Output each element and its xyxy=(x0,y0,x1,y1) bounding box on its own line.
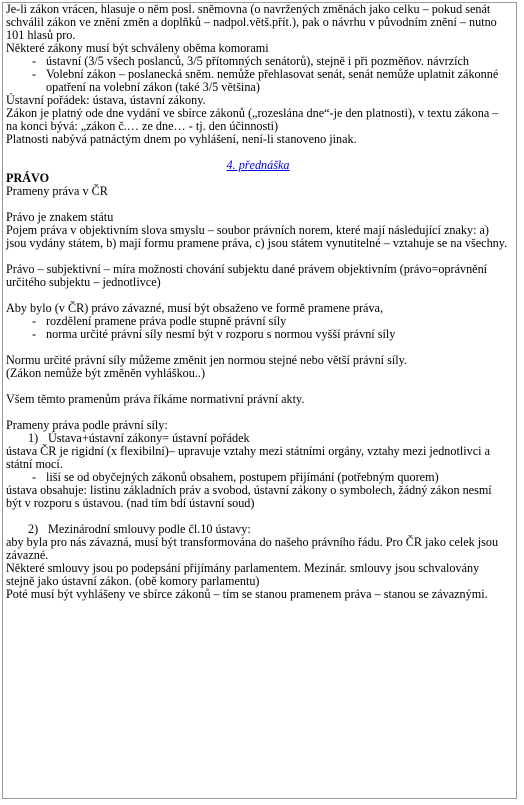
dash-item: - ústavní (3/5 všech poslanců, 3/5 přítomných senátorů), stejně i při pozměňov. návrzích xyxy=(6,55,510,68)
paragraph: ústava obsahuje: listinu základních práv a svobod, ústavní zákony o symbolech, žádný zákon nesmí být v rozporu s ústavou. (nad tím bdí ústavní soud) xyxy=(6,483,492,510)
paragraph: Platnosti nabývá patnáctým dnem po vyhlášení, není-li stanoveno jinak. xyxy=(6,132,357,146)
paragraph: Ústavní pořádek: ústava, ústavní zákony. xyxy=(6,93,206,107)
numbered-item xyxy=(6,523,510,536)
item-number: 1) xyxy=(28,431,39,445)
paragraph: Pojem práva v objektivním slova smyslu – soubor právních norem, které mají následující znaky: a) jsou vydány státem, b) mají formu pramene práva, c) jsou státem vynutitelné – vztahuje se na všechny. xyxy=(6,223,508,250)
dash-item: - Volební zákon – poslanecká sněm. nemůže přehlasovat senát, senát nemůže uplatnit zákonné opatření na volební zákon (také 3/5 většina) xyxy=(6,68,510,94)
paragraph: Aby bylo (v ČR) právo závazné, musí být obsaženo ve formě pramene práva, xyxy=(6,301,384,315)
document-body xyxy=(3,3,516,601)
paragraph: Je-li zákon vrácen, hlasuje o něm posl. sněmovna (o navržených změnách jako celku – pokud senát schválil zákon ve znění změn a doplňků – nadpol.větš.přít.), pak o návrhu v původním znění – nutno 101 hlasů pro. xyxy=(6,2,497,42)
paragraph: Právo – subjektivní – míra možnosti chování subjektu dané právem objektivním (právo=oprávnění určitého subjektu – jednotlivce) xyxy=(6,262,488,289)
document-page xyxy=(2,2,517,799)
paragraph: (Zákon nemůže být změněn vyhláškou..) xyxy=(6,366,205,380)
paragraph: Prameny práva v ČR xyxy=(6,184,108,198)
item-text: Ústava+ústavní zákony= ústavní pořádek xyxy=(48,431,250,445)
paragraph: Všem těmto pramenům práva říkáme normativní právní akty. xyxy=(6,392,305,406)
dash-item: - rozdělení pramene práva podle stupně právní síly xyxy=(6,315,510,328)
dash-item: - norma určité právní síly nesmí být v rozporu s normou vyšší právní síly xyxy=(6,328,510,341)
paragraph: Prameny práva podle právní síly: xyxy=(6,418,168,432)
paragraph: Právo je znakem státu xyxy=(6,210,114,224)
paragraph: Poté musí být vyhlášeny ve sbírce zákonů – tím se stanou pramenem práva – stanou se závaznými. xyxy=(6,587,488,601)
item-number: 2) xyxy=(28,522,39,536)
paragraph: Některé zákony musí být schváleny oběma komorami xyxy=(6,41,269,55)
dash-item: - liší se od obyčejných zákonů obsahem, postupem přijímání (potřebným quorem) xyxy=(6,471,510,484)
paragraph: aby byla pro nás závazná, musí být transformována do našeho právního řádu. Pro ČR jako celek jsou závazné. xyxy=(6,535,499,562)
paragraph: Některé smlouvy jsou po podepsání přijímány parlamentem. Mezinár. smlouvy jsou schvalovány stejně jako ústavní zákon. (obě komory parlamentu) xyxy=(6,561,480,588)
numbered-item xyxy=(6,432,510,445)
lecture-heading-link[interactable]: 4. přednáška xyxy=(226,158,290,172)
paragraph: Zákon je platný ode dne vydání ve sbírce zákonů („rozeslána dne“-je den platnosti), v textu zákona – na konci bývá: „zákon č.… ze dne… - tj. den účinnosti) xyxy=(6,106,499,133)
paragraph: ústava ČR je rigidní (x flexibilní)– upravuje vztahy mezi státními orgány, vztahy mezi jednotlivci a státní mocí. xyxy=(6,444,490,471)
section-title: PRÁVO xyxy=(6,171,50,185)
item-text: Mezinárodní smlouvy podle čl.10 ústavy: xyxy=(48,522,251,536)
paragraph: Normu určité právní síly můžeme změnit jen normou stejné nebo větší právní síly. xyxy=(6,353,407,367)
